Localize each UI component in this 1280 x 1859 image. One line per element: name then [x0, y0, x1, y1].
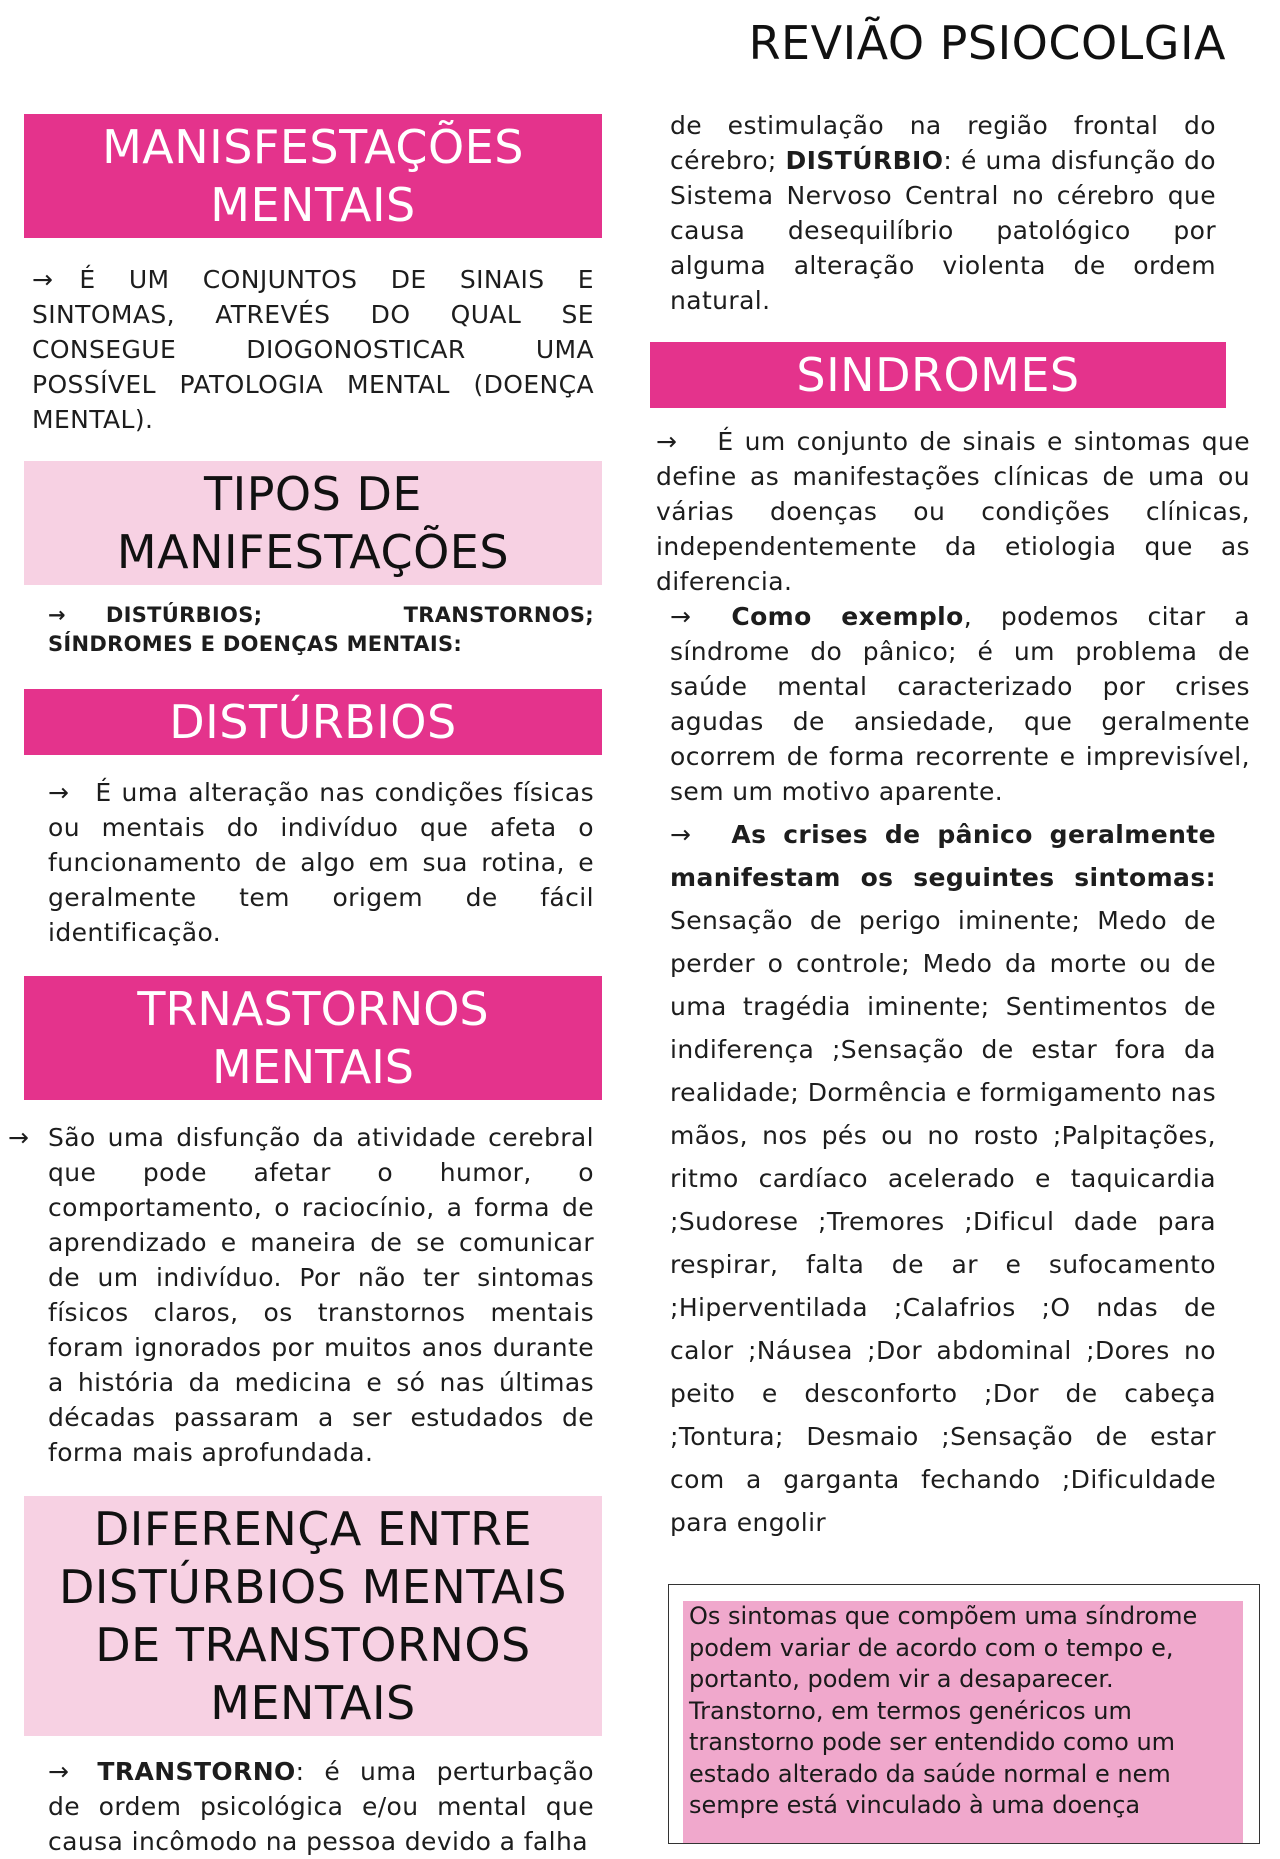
heading-tipos-de-manifestacoes	[24, 461, 602, 585]
note-box	[668, 1584, 1260, 1844]
sindromes-text: É um conjunto de sinais e sintomas que define as manifestações clínicas de uma ou várias doenças ou condições clínicas, independentemente da etiologia que as diferencia.	[656, 427, 1250, 596]
crises-text: Sensação de perigo iminente; Medo de perder o controle; Medo da morte ou de uma tragédia iminente; Sentimentos de indiferença ;Sensação de estar fora da realidade; Dormência e formigamento nas mãos, nos pés ou no rosto ;Palpitações, ritmo cardíaco acelerado e taquicardia ;Sudorese ;Tremores ;Dificul dade para respirar, falta de ar e sufocamento ;Hiperventilada ;Calafrios ;O ndas de calor ;Náusea ;Dor abdominal ;Dores no peito e desconforto ;Dor de cabeça ;Tontura; Desmaio ;Sensação de estar com a garganta fechando ;Dificuldade para engolir	[670, 906, 1216, 1537]
continuation-text: : é uma disfunção do Sistema Nervoso Central no cérebro que causa desequilíbrio patológico por alguma alteração violenta de ordem natural.	[670, 146, 1216, 315]
tipos-paragraph	[48, 601, 594, 659]
heading-sindromes	[650, 342, 1226, 408]
transtornos-paragraph	[8, 1120, 594, 1470]
diferenca-text: : é uma perturbação de ordem psicológica e/ou mental que causa incômodo na pessoa devido a falha	[48, 1757, 594, 1856]
heading-diferenca	[24, 1496, 602, 1736]
heading-line: MANISFESTAÇÕES	[102, 120, 524, 174]
heading-transtornos-mentais	[24, 976, 602, 1100]
heading-line: DISTÚRBIOS MENTAIS	[59, 1560, 567, 1614]
page-title: REVIÃO PSIOCOLGIA	[748, 16, 1226, 70]
sindromes-paragraph	[656, 424, 1250, 599]
heading-line: DISTÚRBIOS	[169, 695, 457, 749]
heading-line: TIPOS DE	[204, 467, 422, 521]
left-column	[8, 114, 602, 1859]
arrow-icon: →	[670, 820, 692, 849]
heading-line: SINDROMES	[796, 348, 1080, 402]
transtorno-term: TRANSTORNO	[97, 1757, 296, 1786]
disturbios-paragraph	[48, 775, 594, 950]
arrow-icon: →	[32, 265, 54, 294]
right-column	[650, 108, 1250, 1544]
heading-line: MENTAIS	[210, 178, 416, 232]
example-text: , podemos citar a síndrome do pânico; é um problema de saúde mental caracterizado por crises agudas de ansiedade, que geralmente ocorrem de forma recorrente e imprevisível, sem um motivo aparente.	[670, 602, 1250, 806]
crises-term: As crises de pânico geralmente manifestam os seguintes sintomas:	[670, 820, 1216, 892]
heading-line: TRNASTORNOS MENTAIS	[137, 982, 489, 1094]
heading-line: MANIFESTAÇÕES	[116, 525, 510, 579]
manifestacoes-text: É UM CONJUNTOS DE SINAIS E SINTOMAS, ATREVÉS DO QUAL SE CONSEGUE DIOGONOSTICAR UMA POSSÍVEL PATOLOGIA MENTAL (DOENÇA MENTAL).	[32, 265, 594, 434]
continuation-text: de estimulação na região frontal do cérebro;	[670, 111, 1216, 175]
tipos-text: DISTÚRBIOS; TRANSTORNOS; SÍNDROMES E DOENÇAS MENTAIS:	[48, 603, 594, 656]
arrow-icon: →	[670, 602, 692, 631]
arrow-icon: →	[8, 1123, 30, 1152]
example-paragraph	[670, 599, 1250, 809]
diferenca-paragraph	[48, 1754, 594, 1859]
heading-line: DE TRANSTORNOS	[95, 1618, 531, 1672]
note-text: Os sintomas que compõem uma síndrome podem variar de acordo com o tempo e, portanto, podem vir a desaparecer. Transtorno, em termos genéricos um transtorno pode ser entendido como um estado alterado da saúde normal e nem sempre está vinculado à uma doença	[683, 1601, 1243, 1844]
heading-disturbios	[24, 689, 602, 755]
transtornos-text: São uma disfunção da atividade cerebral que pode afetar o humor, o comportamento, o raciocínio, a forma de aprendizado e maneira de se comunicar de um indivíduo. Por não ter sintomas físicos claros, os transtornos mentais foram ignorados por muitos anos durante a história da medicina e só nas últimas décadas passaram a ser estudados de forma mais aprofundada.	[48, 1123, 594, 1467]
disturbios-text: É uma alteração nas condições físicas ou mentais do indivíduo que afeta o funcionamento de algo em sua rotina, e geralmente tem origem de fácil identificação.	[48, 778, 594, 947]
heading-line: MENTAIS	[210, 1676, 416, 1730]
heading-manifestacoes-mentais	[24, 114, 602, 238]
arrow-icon: →	[656, 427, 678, 456]
disturbio-term: DISTÚRBIO	[785, 146, 944, 175]
heading-line: DIFERENÇA ENTRE	[93, 1502, 533, 1556]
arrow-icon: →	[48, 603, 66, 627]
disturbio-continuation	[670, 108, 1216, 318]
example-term: Como exemplo	[731, 602, 964, 631]
crises-paragraph	[670, 813, 1216, 1544]
arrow-icon: →	[48, 1757, 70, 1786]
arrow-icon: →	[48, 778, 70, 807]
manifestacoes-paragraph	[32, 262, 594, 437]
